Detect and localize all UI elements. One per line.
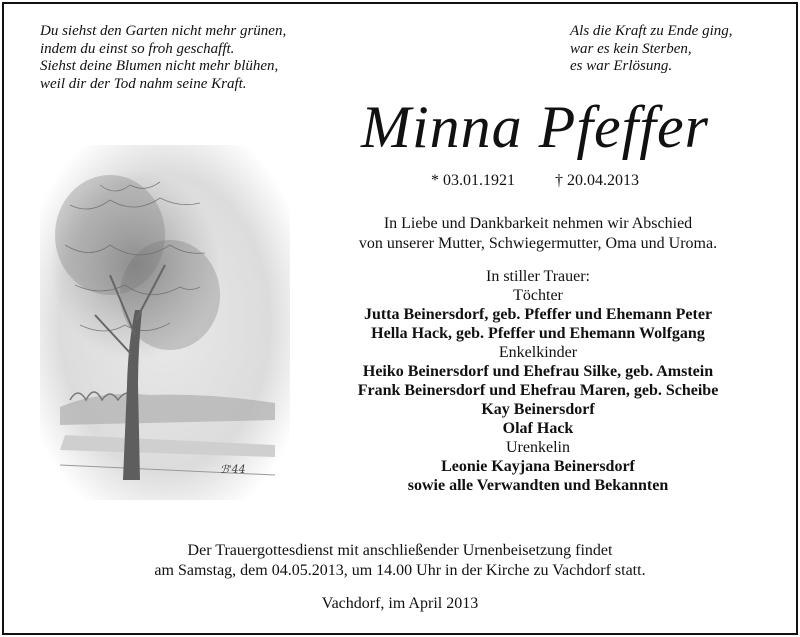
- service-line: Der Trauergottesdienst mit anschließender Urnenbeisetzung findet: [187, 542, 613, 559]
- tree-sketch-illustration: [40, 145, 290, 500]
- poem-line: Als die Kraft zu Ende ging,: [570, 23, 733, 39]
- mourners-heading: In stiller Trauer:: [486, 268, 590, 285]
- mourner-name: Hella Hack, geb. Pfeffer und Ehemann Wolfgang: [371, 325, 705, 342]
- birth-date: * 03.01.1921: [431, 172, 515, 189]
- group-label-great-grandchild: Urenkelin: [506, 439, 570, 456]
- group-label-daughters: Töchter: [513, 287, 563, 304]
- mourner-closing: sowie alle Verwandten und Bekannten: [407, 477, 669, 494]
- poem-line: war es kein Sterben,: [570, 40, 692, 57]
- mourner-name: Olaf Hack: [502, 420, 574, 437]
- poem-line: weil dir der Tod nahm seine Kraft.: [40, 75, 247, 92]
- service-line: am Samstag, dem 04.05.2013, um 14.00 Uhr in der Kirche zu Vachdorf statt.: [154, 562, 646, 579]
- poem-right: [570, 23, 790, 76]
- poem-line: es war Erlösung.: [570, 58, 673, 74]
- mourner-name: Frank Beinersdorf und Ehefrau Maren, geb. Scheibe: [357, 382, 719, 399]
- mourner-name: Heiko Beinersdorf und Ehefrau Silke, geb. Amstein: [362, 363, 714, 380]
- group-label-grandchildren: Enkelkinder: [498, 344, 578, 361]
- place-date: Vachdorf, im April 2013: [321, 595, 479, 612]
- intro-text: [298, 214, 778, 254]
- mourner-name: Kay Beinersdorf: [481, 401, 595, 418]
- poem-line: indem du einst so froh geschafft.: [40, 40, 235, 57]
- intro-line: von unserer Mutter, Schwiegermutter, Oma und Uroma.: [358, 235, 718, 252]
- artist-signature: ℬ'44: [220, 463, 246, 476]
- poem-line: Siehst deine Blumen nicht mehr blühen,: [40, 58, 279, 74]
- life-dates: [320, 172, 750, 190]
- mourners-list: [298, 267, 778, 495]
- death-date: † 20.04.2013: [555, 172, 639, 189]
- mourner-name: Leonie Kayjana Beinersdorf: [441, 458, 635, 475]
- deceased-name: Minna Pfeffer: [361, 94, 709, 160]
- poem-left: [40, 23, 370, 93]
- poem-line: Du siehst den Garten nicht mehr grünen,: [40, 23, 287, 39]
- mourner-name: Jutta Beinersdorf, geb. Pfeffer und Ehemann Peter: [363, 306, 713, 323]
- service-announcement: [40, 541, 760, 581]
- intro-line: In Liebe und Dankbarkeit nehmen wir Abschied: [383, 215, 693, 232]
